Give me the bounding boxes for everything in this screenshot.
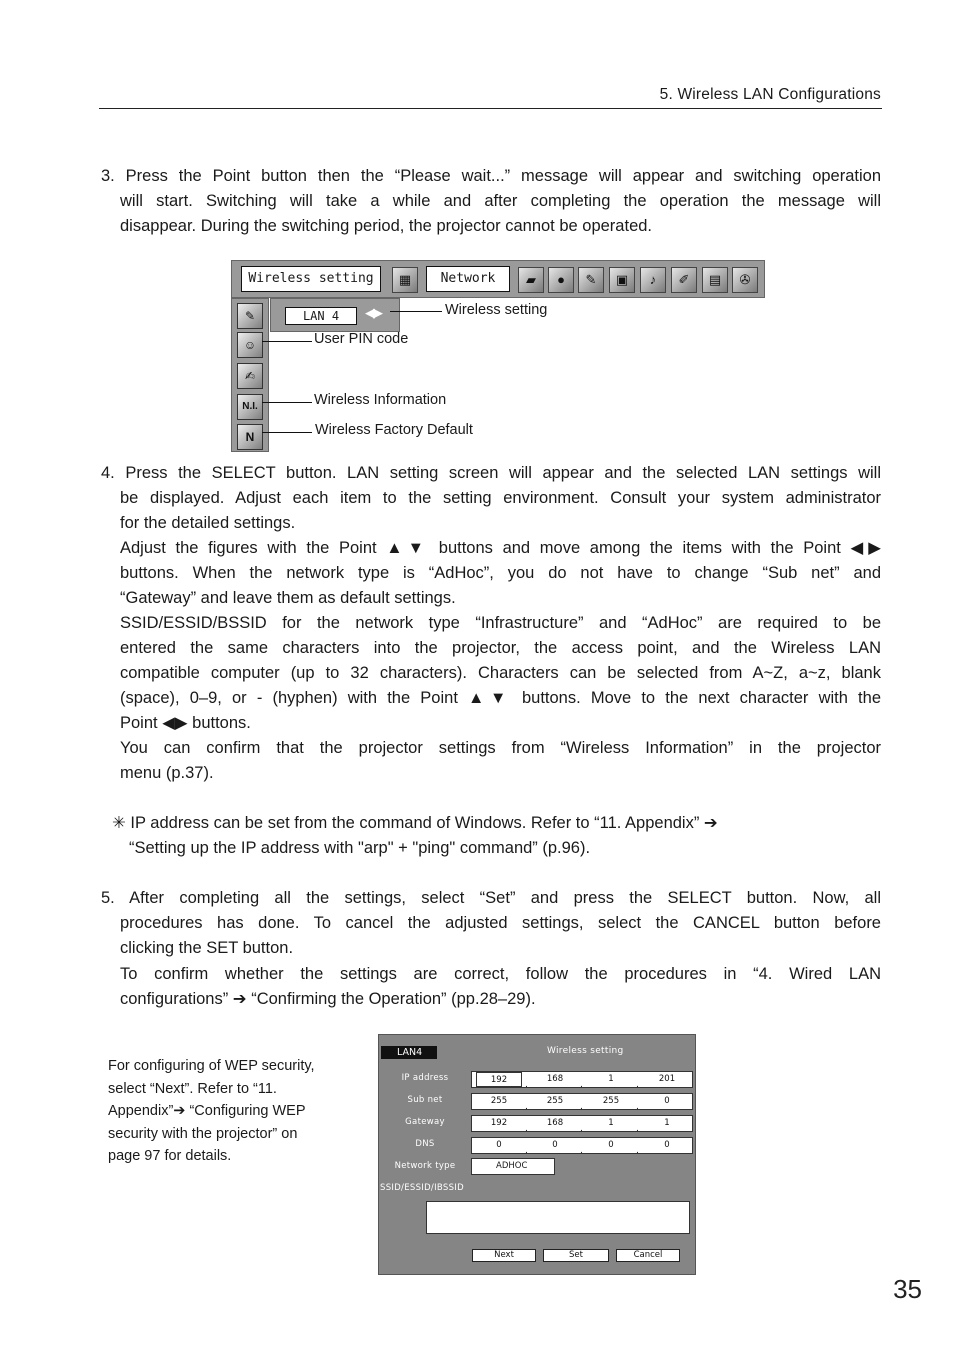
dns-octet-1[interactable]: 0 <box>496 1140 502 1150</box>
wireless-icon: ✇ <box>732 267 758 293</box>
step-4-line: compatible computer (up to 32 characters). Characters can be selected from A~Z, a~z, blank <box>120 664 881 682</box>
step-5-line: 5. After completing all the settings, select “Set” and press the SELECT button. Now, all <box>101 889 881 907</box>
settings-icon: ✎ <box>578 267 604 293</box>
projector-setting-icon: ▤ <box>702 267 728 293</box>
subnet-octet-3[interactable]: 255 <box>602 1096 620 1106</box>
step-4-line: Point ◀▶ buttons. <box>120 714 251 732</box>
projector-icon: ▦ <box>392 267 418 293</box>
step-4-line: be displayed. Adjust each item to the setting environment. Consult your system administrator <box>120 489 881 507</box>
set-button[interactable]: Set <box>543 1249 609 1262</box>
octet-separator: . <box>636 1080 639 1090</box>
wireless-setting-icon[interactable]: ✎ <box>237 303 263 329</box>
octet-separator: . <box>580 1080 583 1090</box>
callout-wireless-setting: Wireless setting <box>445 302 548 318</box>
ip-octet-4[interactable]: 201 <box>658 1074 676 1084</box>
ip-octet-3[interactable]: 1 <box>608 1074 614 1084</box>
octet-separator: . <box>580 1102 583 1112</box>
screen-icon: ▣ <box>609 267 635 293</box>
subnet-field[interactable] <box>471 1093 693 1110</box>
wireless-setting-tab[interactable]: Wireless setting <box>241 266 381 292</box>
octet-separator: . <box>580 1124 583 1134</box>
ip-address-label: IP address <box>401 1073 449 1083</box>
step-4-line: (space), 0–9, or - (hyphen) with the Point ▲▼ buttons. Move to the next character with the <box>120 689 881 707</box>
step-3-line: 3. Press the Point button then the “Please wait...” message will appear and switching operation <box>101 167 881 185</box>
network-type-field[interactable]: ADHOC <box>471 1158 555 1175</box>
running-header: 5. Wireless LAN Configurations <box>659 86 881 103</box>
ip-octet-2[interactable]: 168 <box>546 1074 564 1084</box>
step-3-line: disappear. During the switching period, the projector cannot be operated. <box>120 217 653 235</box>
step-4-line: 4. Press the SELECT button. LAN setting screen will appear and the selected LAN settings will <box>101 464 881 482</box>
ip-note <box>112 811 872 861</box>
callout-wireless-information: Wireless Information <box>314 392 447 408</box>
leader-line <box>390 311 442 312</box>
gateway-octet-4[interactable]: 1 <box>664 1118 670 1128</box>
page-number: 35 <box>893 1274 922 1304</box>
note-line: “Setting up the IP address with "arp" + "ping" command” (p.96). <box>129 839 591 857</box>
step-4-line: Adjust the figures with the Point ▲▼ buttons and move among the items with the Point ◀▶ <box>120 539 881 557</box>
gateway-label: Gateway <box>405 1117 445 1127</box>
octet-separator: . <box>636 1146 639 1156</box>
ip-address-field[interactable] <box>471 1071 693 1088</box>
step-4-line: You can confirm that the projector settings from “Wireless Information” in the projector <box>120 739 881 757</box>
network-tab[interactable]: Network <box>426 266 510 292</box>
step-4-line: “Gateway” and leave them as default settings. <box>120 589 456 607</box>
dns-octet-4[interactable]: 0 <box>664 1140 670 1150</box>
step-4-line: for the detailed settings. <box>120 514 296 532</box>
dns-field[interactable] <box>471 1137 693 1154</box>
callout-user-pin: User PIN code <box>314 331 409 347</box>
step-5-line: To confirm whether the settings are correct, follow the procedures in “4. Wired LAN <box>120 965 881 983</box>
step-4-paragraph <box>101 461 881 786</box>
subnet-label: Sub net <box>407 1095 443 1105</box>
octet-separator: . <box>525 1146 528 1156</box>
subnet-octet-4[interactable]: 0 <box>664 1096 670 1106</box>
side-note-line: For configuring of WEP security, <box>108 1058 315 1074</box>
step-5-paragraph <box>101 886 881 1012</box>
user-pin-icon[interactable]: ☺ <box>237 332 263 358</box>
speaker-icon: ♪ <box>640 267 666 293</box>
step-3-paragraph <box>101 164 881 239</box>
octet-separator: . <box>636 1102 639 1112</box>
lan-selector[interactable]: LAN 4 <box>285 307 357 325</box>
step-5-line: configurations” ➔ “Confirming the Operation” (pp.28–29). <box>120 990 536 1008</box>
left-right-arrows-icon[interactable]: ◀▶ <box>365 305 381 320</box>
step-4-line: menu (p.37). <box>120 764 214 782</box>
step-5-line: procedures has done. To cancel the adjusted settings, select the CANCEL button before <box>120 914 881 932</box>
step-4-line: entered the same characters into the projector, the access point, and the Wireless LAN <box>120 639 881 657</box>
wireless-information-icon[interactable]: N.I. <box>237 394 263 420</box>
network-type-label: Network type <box>394 1161 456 1171</box>
gateway-octet-3[interactable]: 1 <box>608 1118 614 1128</box>
octet-separator: . <box>525 1124 528 1134</box>
color-icon: ● <box>548 267 574 293</box>
side-note-line: security with the projector” on <box>108 1125 298 1142</box>
lan-selector-bar <box>270 298 400 332</box>
leader-line <box>262 402 312 403</box>
note-line: ✳ IP address can be set from the command of Windows. Refer to “11. Appendix” ➔ <box>112 814 718 832</box>
screen-title: Wireless setting <box>547 1046 624 1056</box>
side-note-line: Appendix”➔ “Configuring WEP <box>108 1103 306 1119</box>
step-3-line: will start. Switching will take a while and after completing the operation the message will <box>120 192 881 210</box>
subnet-octet-1[interactable]: 255 <box>490 1096 508 1106</box>
step-4-line: SSID/ESSID/BSSID for the network type “Infrastructure” and “AdHoc” are required to be <box>120 614 881 632</box>
wrench-icon: ✐ <box>671 267 697 293</box>
gateway-octet-1[interactable]: 192 <box>490 1118 508 1128</box>
ip-octet-1[interactable]: 192 <box>476 1072 522 1087</box>
dns-octet-2[interactable]: 0 <box>552 1140 558 1150</box>
ssid-input[interactable] <box>426 1201 690 1234</box>
step-4-line: buttons. When the network type is “AdHoc”, you do not have to change “Sub net” and <box>120 564 881 582</box>
lan-tag: LAN4 <box>381 1046 437 1059</box>
wep-side-note <box>108 1055 348 1168</box>
next-button[interactable]: Next <box>472 1249 536 1262</box>
edit-icon[interactable]: ✍ <box>237 363 263 389</box>
leader-line <box>262 432 312 433</box>
subnet-octet-2[interactable]: 255 <box>546 1096 564 1106</box>
wireless-setting-screen <box>378 1034 696 1275</box>
laptop-icon: ▰ <box>518 267 544 293</box>
gateway-field[interactable] <box>471 1115 693 1132</box>
octet-separator: . <box>580 1146 583 1156</box>
callout-wireless-factory-default: Wireless Factory Default <box>315 422 473 438</box>
ssid-label: SSID/ESSID/IBSSID <box>380 1183 464 1193</box>
gateway-octet-2[interactable]: 168 <box>546 1118 564 1128</box>
dns-octet-3[interactable]: 0 <box>608 1140 614 1150</box>
octet-separator: . <box>525 1102 528 1112</box>
header-rule <box>99 108 882 109</box>
side-note-line: page 97 for details. <box>108 1148 232 1164</box>
menu-top-bar <box>231 260 765 298</box>
dns-label: DNS <box>415 1139 435 1149</box>
menu-side-bar <box>231 298 269 452</box>
octet-separator: . <box>636 1124 639 1134</box>
octet-separator: . <box>525 1080 528 1090</box>
leader-line <box>262 341 312 342</box>
side-note-line: select “Next”. Refer to “11. <box>108 1080 277 1097</box>
wireless-factory-default-icon[interactable]: N <box>237 424 263 450</box>
cancel-button[interactable]: Cancel <box>616 1249 680 1262</box>
step-5-line: clicking the SET button. <box>120 939 294 957</box>
